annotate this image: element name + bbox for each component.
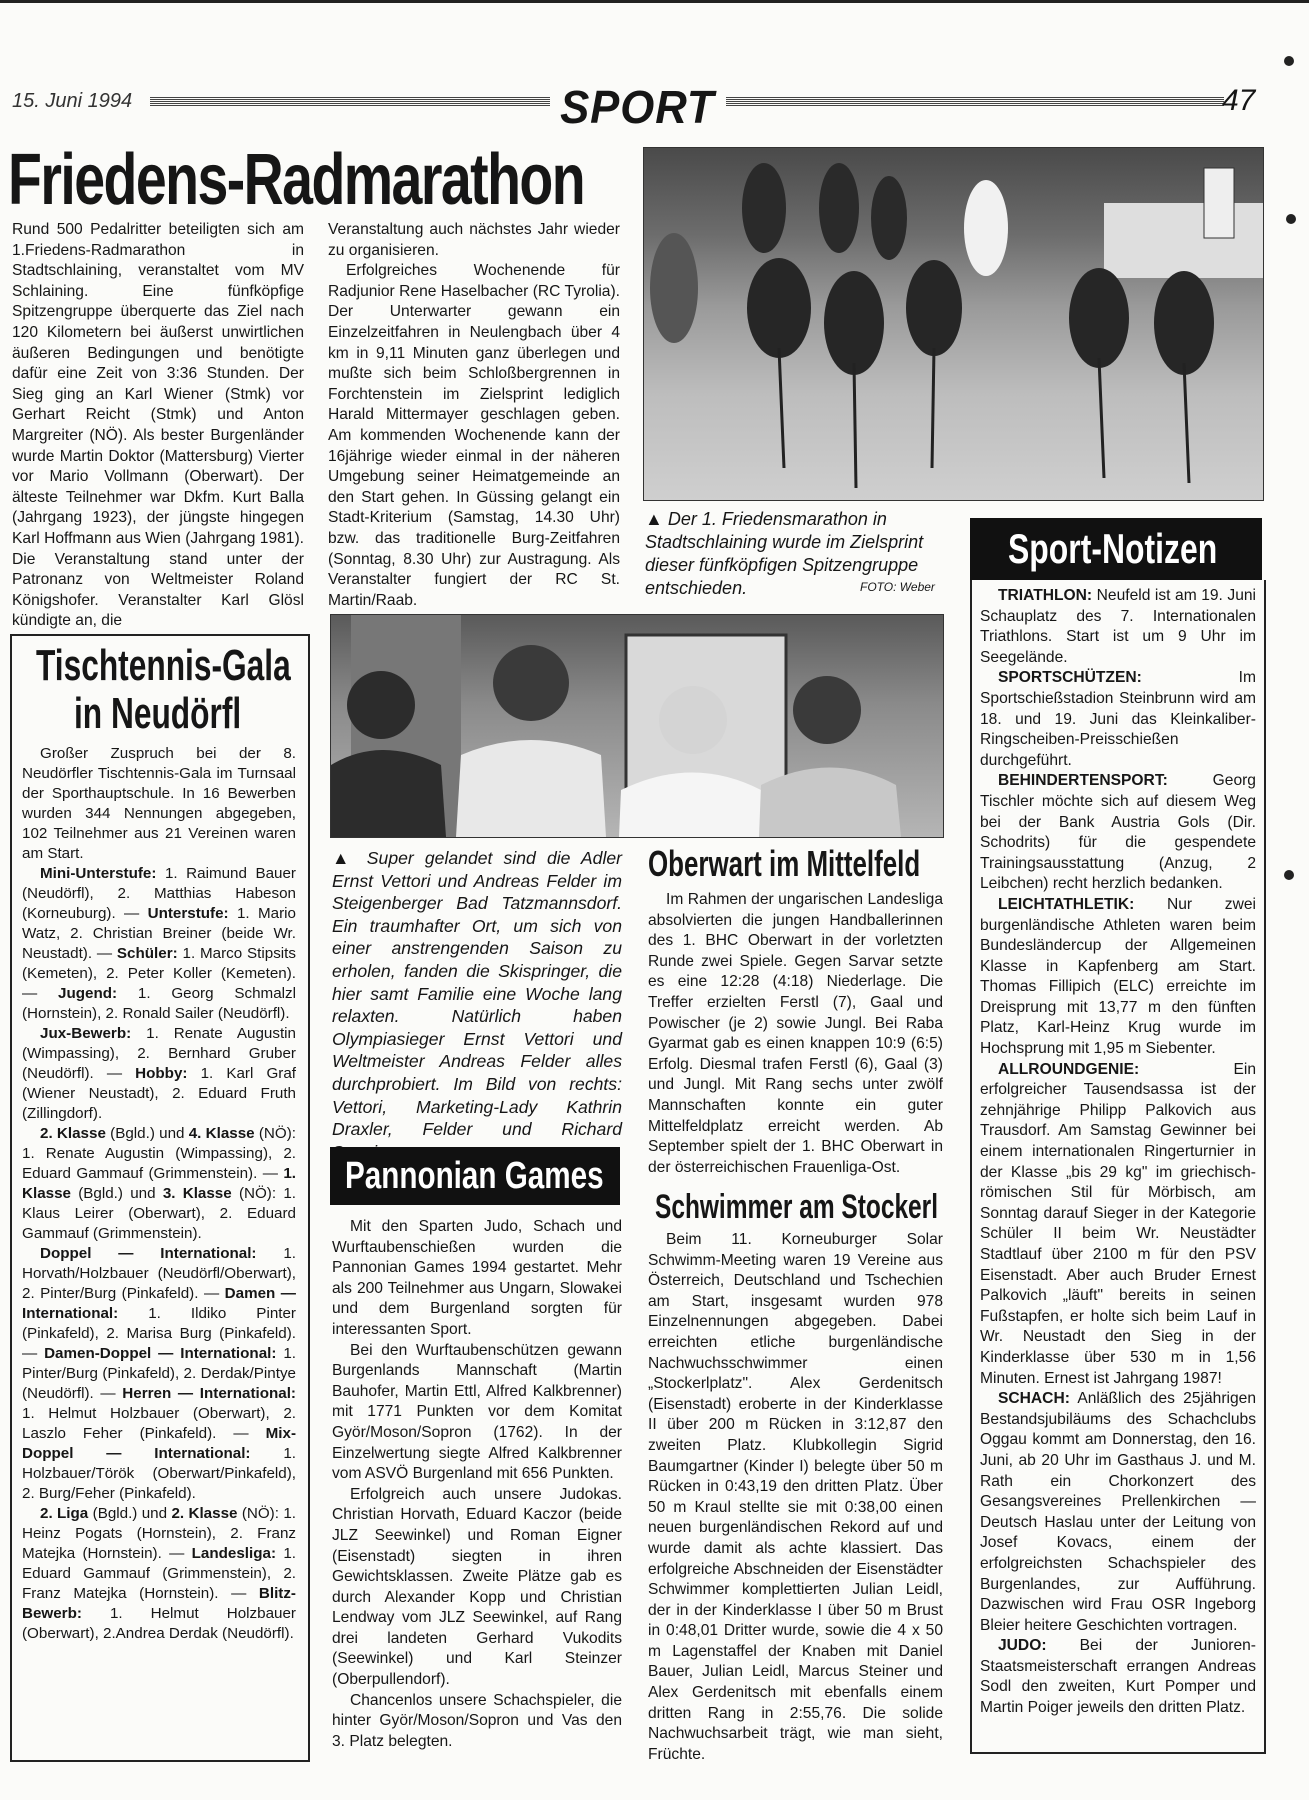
schwimmer-body xyxy=(648,1230,943,1763)
notiz-label: SPORTSCHÜTZEN: xyxy=(998,669,1142,687)
result-text: 1. Georg Schmalzl (Hornstein), 2. Ronald Sailer (Neudörfl). xyxy=(22,985,296,1022)
result-text: 1. Marco Stipsits (Kemeten), 2. Peter Koller (Kemeten). — xyxy=(22,945,296,1002)
notiz-text: Ein erfolgreicher Tausendsassa ist der zehnjährige Philipp Palkovich aus Trausdorf. Am Samstag Gewinner bei einem internationalen Ringerturnier in der Klasse „bis 29 kg" im griechisch-römischen Stil für Mörbisch, am Sonntag darauf Sieger in der Kategorie Schüler II beim Wr. Neustädter Stadtlauf über 2100 m für den PSV Eisenstadt. Aber auch Bruder Ernest Palkovich „läuft" bereits in seinen Fußstapfen, er holte sich beim Lauf in Wr. Neustadt den Sieg in der Kinderklasse über 530 m in 1,56 Minuten. Ernest ist Jahrgang 1987! xyxy=(980,1060,1256,1387)
margin-mark xyxy=(1286,214,1296,224)
header-rule-right xyxy=(726,97,1224,106)
notiz-text: Bei der Junioren-Staatsmeisterschaft errangen Andreas Sodl den zweiten, Kurt Pomper und Martin Poiger jeweils den dritten Platz. xyxy=(980,1637,1256,1717)
result-text: (Bgld.) und xyxy=(70,1185,163,1202)
headline-friedens-radmarathon: Friedens-Radmarathon xyxy=(8,140,585,220)
result-category: Herren — International: xyxy=(122,1385,296,1402)
result-category: 2. Klasse xyxy=(40,1125,106,1142)
article1-col1-text: Rund 500 Pedalritter beteiligten sich am 1.Friedens-Radmarathon in Stadtschlaining, veranstaltet vom MV Schlaining. Eine fünfköpfige Spitzengruppe überquerte das Ziel nach 120 Kilometern bei äußerst unwirtlichen äußeren Bedingungen und benötigte dafür eine Zeit von 3:36 Stunden. Der Sieg ging an Karl Wiener (Stmk) vor Gerhart Reicht (Stmk) und Anton Margreiter (NÖ). Als bester Burgenländer wurde Martin Doktor (Mattersburg) Vierter vor Mario Vollmann (Oberwart). Der älteste Teilnehmer war Dkfm. Kurt Balla (Jahrgang 1923), der jüngste hingegen Karl Hoffmann aus Wien (Jahrgang 1981). Die Veranstaltung stand unter der Patronanz von Weltmeister Roland Königshofer. Veranstalter Karl Glösl kündigte an, die xyxy=(12,221,304,630)
notizen-list xyxy=(980,586,1256,1719)
notiz-item xyxy=(980,668,1256,771)
margin-mark xyxy=(1284,56,1294,66)
photo1-credit: FOTO: Weber xyxy=(860,580,935,594)
notiz-label: BEHINDERTENSPORT: xyxy=(998,772,1168,790)
pannonian-p1: Mit den Sparten Judo, Schach und Wurftaubenschießen wurden die Pannonian Games 1994 gestartet. Mehr als 200 Teilnehmer aus Ungarn, Slowakei und dem Burgenland sorgten für interessanten Sport. xyxy=(332,1218,622,1338)
skijumpers-illustration xyxy=(331,615,943,837)
article1-col2-p2: Erfolgreiches Wochenende für Radjunior Rene Haselbacher (RC Tyrolia). Der Unterwarter gewann ein Einzelzeitfahren in Neulengbach über 4 km in 9,11 Minuten ganz überlegen und mußte sich beim Schloßbergrennen in Forchtenstein im Zielsprint lediglich Harald Mittermayer geschlagen geben. Am kommenden Wochenende kann der 16jährige wieder einmal in der näheren Umgebung seiner Heimatgemeinde an den Start gehen. In Güssing gelangt ein Stadt-Kriterium (Samstag, 14.30 Uhr) bzw. das traditionelle Burg-Zeitfahren (Sonntag, 8.30 Uhr) zur Austragung. Als Veranstalter fungiert der RC St. Martin/Raab. xyxy=(328,262,620,609)
result-category: 1. Klasse xyxy=(22,1165,296,1202)
notiz-item xyxy=(980,1636,1256,1718)
issue-date: 15. Juni 1994 xyxy=(12,90,133,112)
skijumpers-photo xyxy=(330,614,944,838)
result-category: Damen-Doppel — International: xyxy=(44,1345,277,1362)
pannonian-p4: Chancenlos unsere Schachspieler, die hinter Györ/Moson/Sopron und Vas den 3. Platz belegten. xyxy=(332,1691,622,1750)
notiz-label: TRIATHLON: xyxy=(998,587,1093,604)
result-category: 2. Liga xyxy=(40,1505,89,1522)
notizen-body xyxy=(980,586,1256,1746)
result-category: 2. Klasse xyxy=(171,1505,238,1522)
page-number: 47 xyxy=(1222,84,1256,117)
result-text: (NÖ): 1. Klaus Leirer (Oberwart), 2. Eduard Gammauf (Grimmenstein). xyxy=(22,1185,296,1242)
result-category: Doppel — International: xyxy=(40,1245,257,1262)
margin-mark xyxy=(1284,870,1294,880)
result-text: 1. Pinter/Burg (Pinkafeld), 2. Derdak/Pintye (Neudörfl). — xyxy=(22,1345,296,1402)
result-text: 1. Eduard Gammauf (Grimmenstein), 2. Franz Matejka (Hornstein). — xyxy=(22,1545,297,1602)
headline-tischtennis-line2: in Neudörfl xyxy=(74,689,242,738)
notiz-label: LEICHTATHLETIK: xyxy=(998,895,1135,913)
cyclists-photo xyxy=(643,147,1264,501)
headline-schwimmer: Schwimmer am Stockerl xyxy=(655,1188,939,1226)
result-text: (NÖ): 1. Renate Augustin (Wimpassing), 2. Eduard Gammauf (Grimmenstein). — xyxy=(22,1125,296,1182)
tischtennis-results-5 xyxy=(22,1504,296,1644)
result-text: (NÖ): 1. Heinz Pogats (Hornstein), 2. Franz Matejka (Hornstein). — xyxy=(22,1505,296,1562)
result-category: Mini-Unterstufe: xyxy=(40,865,157,882)
result-text: 1. Renate Augustin (Wimpassing), 2. Bernhard Gruber (Neudörfl). — xyxy=(22,1025,296,1082)
result-category: Unterstufe: xyxy=(147,905,229,922)
result-category: Blitz-Bewerb: xyxy=(22,1585,296,1622)
header-rule-left xyxy=(150,97,550,106)
result-text: 1. Karl Graf (Wiener Neustadt), 2. Eduard Fruth (Zillingdorf). xyxy=(22,1065,297,1122)
result-category: Hobby: xyxy=(135,1065,188,1082)
result-category: 4. Klasse xyxy=(188,1125,255,1142)
notiz-text: Georg Tischler möchte sich auf diesem Weg bei der Bank Austria Gols (Dir. Schodrits) für die gespendete Trainingsausstattung (Anzug, 2 Leibchen) recht herzlich bedanken. xyxy=(980,772,1256,893)
photo1-caption-text: ▲ Der 1. Friedensmarathon in Stadtschlaining wurde im Zielsprint dieser fünfköpfigen Spitzengruppe entschieden. xyxy=(645,509,924,598)
result-text: 1. Ildiko Pinter (Pinkafeld), 2. Marisa Burg (Pinkafeld).— xyxy=(22,1305,296,1362)
notiz-label: JUDO: xyxy=(998,1637,1047,1655)
pannonian-body xyxy=(332,1217,622,1757)
result-text: 1. Mario Watz, 2. Christian Breiner (beide Wr. Neustadt). — xyxy=(22,905,296,962)
notiz-text: Neufeld ist am 19. Juni Schauplatz des 7. Internationalen Triathlons. Start ist um 9 Uhr im Seegelände. xyxy=(980,587,1256,666)
result-text: 1. Horvath/Holzbauer (Neudörfl/Oberwart), 2. Pinter/Burg (Pinkafeld). — xyxy=(22,1245,296,1302)
tischtennis-results-4 xyxy=(22,1244,296,1504)
tischtennis-results-3 xyxy=(22,1124,296,1244)
photo2-caption-text: ▲ Super gelandet sind die Adler Ernst Vettori und Andreas Felder im Steigenberger Bad Tatzmannsdorf. Ein traumhafter Ort, um sich von einer anstrengenden Saison zu erholen, fanden die Skispringer, die hier samt Familie eine Woche lang relaxten. Natürlich haben Olympiasieger Ernst Vettori und Weltmeister Andreas Felder alles durchprobiert. Im Bild von rechts: Vettori, Marketing-Lady Kathrin Draxler, Felder und Richard xyxy=(332,848,622,1140)
result-category: Landesliga: xyxy=(191,1545,277,1562)
notiz-label: SCHACH: xyxy=(998,1390,1070,1408)
notiz-text: Im Sportschießstadion Steinbrunn wird am 18. und 19. Juni das Kleinkaliber-Ringscheiben-Preisschießen durchgeführt. xyxy=(980,669,1256,769)
oberwart-body xyxy=(648,890,943,1186)
article1-col2 xyxy=(328,220,620,609)
notiz-item xyxy=(980,771,1256,895)
notiz-item xyxy=(980,586,1256,668)
schwimmer-text: Beim 11. Korneuburger Solar Schwimm-Meeting waren 19 Vereine aus Österreich, Deutschland und Tschechien am Start, insgesamt wurden 978 Einzelnennungen abgegeben. Dabei erreichten etliche burgenländische Nachwuchsschwimmer einen „Stockerlplatz". Alex Gerdenitsch (Eisenstadt) eroberte in der Kinderklasse II über 200 m Rücken in 3:12,87 den zweiten Platz. Klubkollegin Sigrid Baumgartner (Kinder I) belegte über 50 m Rücken in 0:43,19 den dritten Platz. Über 50 m Kraul stellte sie mit 0:38,00 einen neuen burgenländischen Rekord auf und wurde damit als achte klassiert. Das erfolgreiche Abschneiden der Eisenstädter Schwimmer komplettierten Julian Leidl, der in der Kinderklasse I über 50 m Brust in 0:48,01 Dritter wurde, sowie die 4 x 50 m Lagenstaffel der Knaben mit Daniel Bauer, Julian Leidl, Marcus Steiner und Alex Gerdenitsch mit ebenfalls einem dritten Rang in 2:55,76. Die solide Nachwuchsarbeit trägt, wie man sieht, Früchte. xyxy=(648,1231,943,1763)
result-text: 1. Raimund Bauer (Neudörfl), 2. Matthias Habeson (Korneuburg). — xyxy=(22,865,296,922)
result-text: (Bgld.) und xyxy=(105,1125,189,1142)
headline-tischtennis-line1: Tischtennis-Gala xyxy=(36,641,291,690)
result-text: 1. Helmut Holzbauer (Oberwart), 2.Andrea Derdak (Neudörfl). xyxy=(22,1605,296,1642)
result-category: Jux-Bewerb: xyxy=(40,1025,132,1042)
result-text: 1. Helmut Holzbauer (Oberwart), 2. Laszlo Feher (Pinkafeld). — xyxy=(22,1405,296,1442)
result-category: 3. Klasse xyxy=(162,1185,232,1202)
article1-col1 xyxy=(12,220,304,630)
result-text: (Bgld.) und xyxy=(88,1505,172,1522)
section-title: SPORT xyxy=(560,81,715,133)
result-text: 1. Holzbauer/Török (Oberwart/Pinkafeld), 2. Burg/Feher (Pinkafeld). xyxy=(22,1445,296,1502)
notiz-item xyxy=(980,1060,1256,1390)
pannonian-p3: Erfolgreich auch unsere Judokas. Christian Horvath, Eduard Kaczor (beide JLZ Seewinkel) und Roman Eigner (Eisenstadt) siegten in ihren Gewichtsklassen. Zweite Plätze gab es durch Alexander Kopp und Christian Lendway vom JLZ Seewinkel, auf Rang drei landeten Gerhard Vukodits (Seewinkel) und Karl Steinzer (Oberpullendorf). xyxy=(332,1485,622,1689)
headline-sport-notizen: Sport-Notizen xyxy=(1008,525,1218,572)
tischtennis-results-1 xyxy=(22,864,296,1024)
notiz-label: ALLROUNDGENIE: xyxy=(998,1060,1140,1078)
notiz-text: Nur zwei burgenländische Athleten waren beim Bundesländercup der Allgemeinen Klasse in Kapfenberg am Start. Thomas Fillipich (ELC) erreichte im Dreisprung mit 13,77 m den fünften Platz, Karl-Heinz Krug wurde im Hochsprung mit 1,95 m Siebenter. xyxy=(980,895,1256,1058)
photo2-caption xyxy=(332,847,622,1163)
tischtennis-body xyxy=(22,744,296,1749)
pannonian-p2: Bei den Wurftaubenschützen gewann Burgenlands Mannschaft (Martin Bauhofer, Martin Ettl, Alfred Kalkbrenner) mit 1771 Punkten vor dem Komitat Györ/Moson/Sopron (1762). In der Einzelwertung siegte Alfred Kalkbrenner vom ASVÖ Burgenland mit 656 Punkten. xyxy=(332,1341,622,1483)
headline-pannonian-games: Pannonian Games xyxy=(345,1155,604,1197)
cyclists-illustration xyxy=(644,148,1263,500)
headline-oberwart: Oberwart im Mittelfeld xyxy=(648,843,921,884)
article1-col2-p1: Veranstaltung auch nächstes Jahr wieder zu organisieren. xyxy=(328,221,620,259)
result-category: Schüler: xyxy=(116,945,178,962)
notiz-item xyxy=(980,1389,1256,1636)
oberwart-text: Im Rahmen der ungarischen Landesliga absolvierten die jungen Handballerinnen des 1. BHC Oberwart in der vorletzten Runde zwei Spiele. Gegen Sarvar setzte es eine 12:28 (4:18) Niederlage. Die Treffer erzielten Ferstl (7), Gaal und Powischer (je 2) sowie Jungl. Bei Raba Gyarmat gab es einen knappen 10:9 (6:5) Erfolg. Diesmal trafen Ferstl (6), Gaal (3) und Jungl. Mit Rang sechs unter zwölf Mannschaften konnte ein guter Mittelfeldplatz erreicht werden. Ab September spielt der 1. BHC Oberwart in der österreichischen Frauenliga-Ost. xyxy=(648,891,943,1176)
result-category: Mix-Doppel — International: xyxy=(22,1425,296,1462)
tischtennis-intro: Großer Zuspruch bei der 8. Neudörfler Tischtennis-Gala im Turnsaal der Sporthauptschule. In 16 Bewerben wurden 344 Nennungen abgegeben, 102 Teilnehmer aus 21 Vereinen waren am Start. xyxy=(22,745,296,862)
notiz-text: Anläßlich des 25jährigen Bestandsjubiläums des Schachclubs Oggau kommt am Donnerstag, den 16. Juni, ab 20 Uhr im Gasthaus J. und M. Rath ein Chorkonzert des Gesangsvereines Prellenkirchen — Deutsch Haslau unter der Leitung von Josef Kovacs, einem der erfolgreichsten Schachspieler des Burgenlandes, zur Aufführung. Dazwischen wird Frau OSR Ingeborg Bleier heitere Geschichten vortragen. xyxy=(980,1390,1256,1634)
top-border xyxy=(0,0,1309,3)
notiz-item xyxy=(980,895,1256,1060)
result-category: Jugend: xyxy=(58,985,118,1002)
result-category: Damen — International: xyxy=(22,1285,296,1322)
tischtennis-results-2 xyxy=(22,1024,296,1124)
